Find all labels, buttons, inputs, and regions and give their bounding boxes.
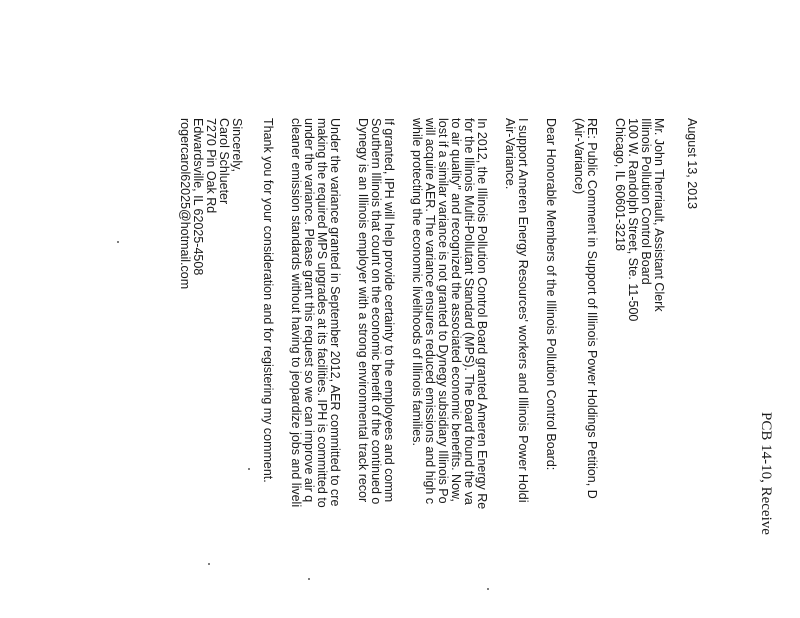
paragraph-4-line-2: making the required MPS upgrades at its facilities. IPH is committed to	[315, 118, 329, 508]
recipient-line-1: Mr. John Therriault, Assistant Clerk	[652, 118, 666, 312]
scan-speck	[487, 588, 489, 590]
paragraph-3-line-1: If granted, IPH will help provide certainty to the employees and comm	[382, 118, 396, 503]
closing-line-3: 7270 Pin Oak Rd	[204, 118, 218, 214]
closing-line-2: Carol Schlueter	[217, 118, 231, 205]
paragraph-2-line-6: while protecting the economic livelihoods of Illinois families.	[410, 118, 424, 446]
subject-line-2: (Air-Variance)	[572, 118, 586, 195]
paragraph-2-line-1: In 2012, the Illinois Pollution Control Board granted Ameren Energy Re	[475, 118, 489, 510]
paragraph-2-line-5: will acquire AER. The variance ensures reduced emissions and high c	[423, 118, 437, 505]
paragraph-2-line-4: lost if a similar variance is not granted to Dynegy subsidiary Illinois Po	[436, 118, 450, 504]
subject-line-1: RE: Public Comment in Support of Illinois Power Holdings Petition, D	[585, 118, 599, 499]
docket-header: PCB 14-10, Receive	[758, 412, 774, 535]
scan-speck	[208, 563, 210, 565]
letter-date: August 13, 2013	[685, 118, 699, 210]
recipient-line-4: Chicago, IL 60601-3218	[613, 118, 627, 251]
closing-line-1: Sincerely,	[230, 118, 244, 172]
recipient-line-2: Illinois Pollution Control Board	[639, 118, 653, 285]
recipient-line-3: 100 W. Randolph Street, Ste. 11-500	[626, 118, 640, 322]
paragraph-1-line-1: I support Ameren Energy Resources' workers and Illinois Power Holdi	[516, 118, 530, 503]
scan-speck	[248, 468, 250, 470]
paragraph-2-line-3: to air quality" and recognized the associated economic benefits. Now,	[449, 118, 463, 502]
paragraph-5-line-1: Thank you for your consideration and for registering my comment.	[261, 118, 275, 483]
paragraph-4-line-4: cleaner emission standards without having to jeopardize jobs and liveli	[289, 118, 303, 508]
paragraph-3-line-2: Southern Illinois that count on the economic benefit of the continued o	[369, 118, 383, 505]
closing-line-4: Edwardsville, IL 62025-4508	[191, 118, 205, 276]
salutation: Dear Honorable Members of the Illinois Pollution Control Board:	[544, 118, 558, 471]
paragraph-1-line-2: Air-Variance.	[503, 118, 517, 190]
scan-speck	[308, 578, 310, 580]
paragraph-4-line-1: Under the variance granted in September 2012, AER committed to cre	[328, 118, 342, 507]
closing-line-5: rogercarol62025@hotmail.com	[178, 118, 192, 290]
paragraph-2-line-2: for the Illinois Multi-Pollutant Standard (MPS). The Board found the va	[462, 118, 476, 505]
paragraph-3-line-3: Dynegy is an Illinois employer with a strong environmental track recor	[356, 118, 370, 503]
scan-speck	[117, 241, 119, 243]
paragraph-4-line-3: under the variance. Please grant this request so we can improve air q	[302, 118, 316, 503]
